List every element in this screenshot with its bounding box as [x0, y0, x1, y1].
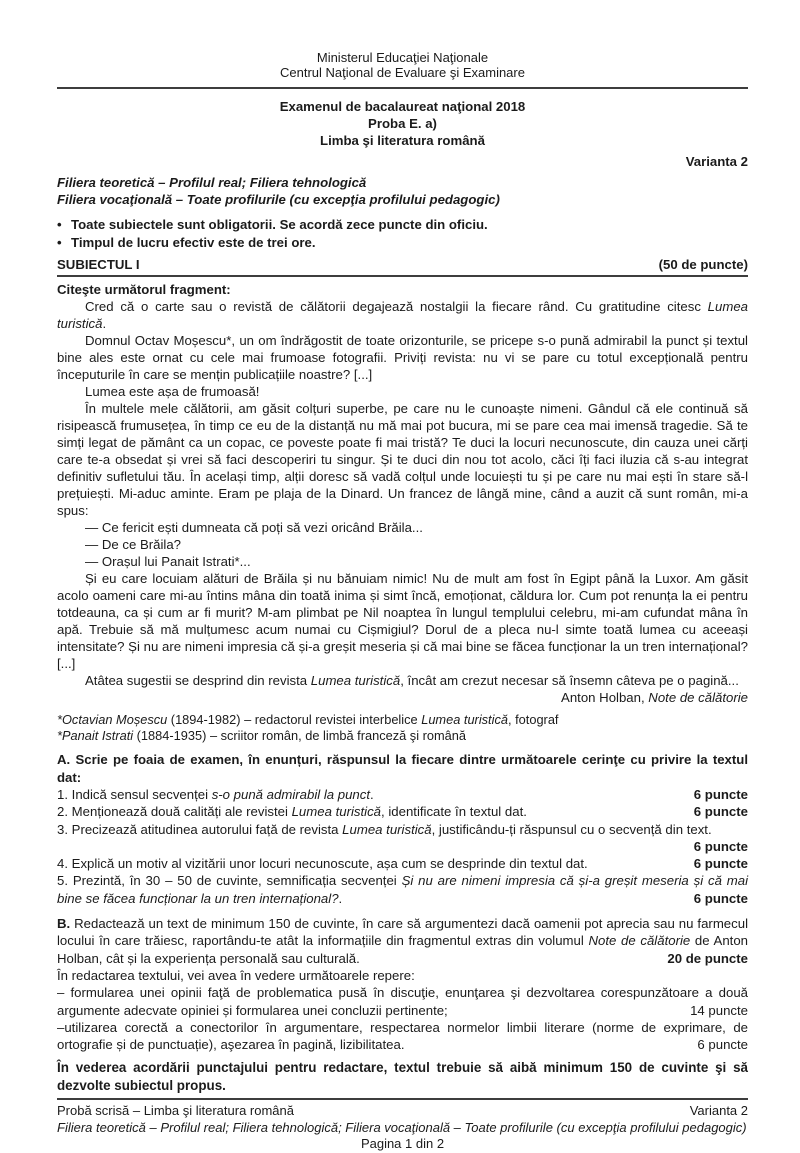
exam-title-block — [57, 98, 748, 149]
bullet-icon: • — [57, 234, 62, 250]
variant-label: Varianta 2 — [685, 154, 748, 169]
ministry-line2: Centrul Naţional de Evaluare şi Examinare — [280, 65, 525, 80]
reper-text: – formularea unei opinii faţă de problematica pusă în discuţie, enunţarea şi dezvoltarea corespunzătoare a două argumente adecvate opiniei și formularea unei concluzii pertinente; — [57, 985, 748, 1018]
exam-proba: Proba E. a) — [368, 116, 437, 131]
filiera-line1: Filiera teoretică – Profilul real; Filiera tehnologică — [57, 175, 367, 190]
task-text: B. Redactează un text de minimum 150 de cuvinte, în care să argumentezi dacă oamenii pot aprecia sau nu farmecul locului în care trăiesc, raportându-te atât la informațiile din fragmentul extras din volumul Note de călătorie de Anton Holban, cât și la experiența personală sau culturală. — [57, 916, 749, 966]
subject-heading-row — [57, 257, 748, 277]
task-text: 5. Prezintă, în 30 – 50 de cuvinte, semnificația secvenței Și nu are nimeni impresia că și-a greșit meseria și că mai bine se făcea funcționar la un tren internațional?. — [57, 873, 748, 906]
footer-row — [57, 1103, 748, 1120]
task-points: 6 puncte — [693, 838, 748, 854]
dialogue-line: — Orașul lui Panait Istrati*... — [85, 554, 251, 569]
dialogue-line: — Ce fericit ești dumneata că poți să vezi oricând Brăila... — [85, 520, 423, 535]
footer-left: Probă scrisă – Limba şi literatura română — [57, 1103, 294, 1119]
task-points: 6 puncte — [693, 890, 748, 906]
task-item-4 — [57, 855, 748, 872]
task-points: 6 puncte — [693, 787, 748, 802]
instruction-item — [57, 216, 748, 234]
filiera-block — [57, 174, 748, 208]
section-a-heading: A. Scrie pe foaia de examen, în enunțuri, răspunsul la fiecare dintre următoarele cerinţe cu privire la textul dat: — [57, 752, 748, 785]
exam-subject-name: Limba şi literatura română — [320, 133, 485, 148]
dialogue-line: — De ce Brăila? — [85, 537, 182, 552]
footnotes — [57, 712, 748, 743]
redactare-block — [57, 967, 748, 1053]
author-signature: Anton Holban, Note de călătorie — [561, 690, 748, 705]
fragment-paragraph-with-signature — [57, 672, 748, 706]
task-text: 4. Explică un motiv al vizitării unor locuri necunoscute, așa cum se desprinde din textul dat. — [57, 856, 588, 872]
task-points: 20 de puncte — [667, 950, 748, 966]
task-points: 6 puncte — [693, 804, 748, 820]
reper-points: 6 puncte — [697, 1037, 748, 1053]
task-text: 1. Indică sensul secvenței s-o pună admirabil la punct. — [57, 787, 374, 802]
footer-filiera: Filiera teoretică – Profilul real; Filiera tehnologică; Filiera vocaţională – Toate profilurile (cu excepţia profilului pedagogic) — [57, 1119, 747, 1135]
fragment-paragraph: În multele mele călătorii, am găsit colțuri superbe, pe care nu le cunoaște nimeni. Gândul că ele continuă să risipească frumusețea, în timp ce eu de la distanță nu mă mai pot bucura, mi se pare cea mai imensă tragedie. Să te simți legat de pământ ca un copac, ce poveste poate fi mai tristă? Te duci la locuri necunoscute, din cauza unei cărți care te-a obsedat și vrei să faci descoperiri tu singur. Și te duci din nou tot acolo, căci îți faci iluzia că s-au integrat definitiv sufletului tău. În același timp, alții doresc să vadă colțul unde locuiești tu și pe care nu mai ești în stare să-l prețuiești. Mi-aduc aminte. Eram pe plaja de la Dinard. Un francez de lângă mine, când a auzit că sunt român, mi-a spus: — [57, 401, 748, 518]
task-item-5 — [57, 872, 748, 907]
reper-points: 14 puncte — [690, 1002, 748, 1018]
exam-title: Examenul de bacalaureat naţional 2018 — [279, 99, 526, 114]
fragment-paragraph: Și eu care locuiam alături de Brăila și nu bănuiam nimic! Nu de mult am fost în Egipt până la Luxor. Am găsit acolo oameni care mi-au întins mâna din toată inima și simt încă, emoționat, căldura lor. Cum pot renunța la ei pentru totdeauna, ca și cum ar fi murit? M-am plimbat pe Nil noaptea în lungul templului celebru, mi-am cufundat mâna în apă. Trebuie să mă mulțumesc acum numai cu Cișmigiul? Dorul de a pleca nu-l simte toată lumea cu aceeași intensitate? Și nu are nimeni impresia că și-a greșit meseria și că mai bine se făcea funcționar la un tren internațional? [...] — [57, 571, 748, 671]
instruction-item — [57, 234, 748, 252]
reper-text: –utilizarea corectă a conectorilor în argumentare, respectarea normelor limbii literare (norme de exprimare, de ortografie și de punctuație), aşezarea în pagină, lizibilitatea. — [57, 1019, 748, 1053]
fragment-text — [57, 298, 748, 706]
task-text: 2. Menționează două calități ale revistei Lumea turistică, identificate în textul dat. — [57, 804, 527, 820]
footer-variant: Varianta 2 — [689, 1103, 748, 1119]
fragment-paragraph: Cred că o carte sau o revistă de călătorii degajează nostalgii la fiecare rând. Cu gratitudine citesc Lumea turistică. — [57, 299, 748, 331]
header-divider — [57, 87, 748, 89]
bullet-icon: • — [57, 217, 62, 232]
subject-points: (50 de puncte) — [658, 257, 748, 272]
task-item-2 — [57, 803, 748, 820]
fragment-intro: Citeşte următorul fragment: — [57, 282, 231, 297]
ministry-header — [57, 50, 748, 80]
fragment-paragraph: Domnul Octav Moșescu*, un om îndrăgostit de toate orizonturile, se pricepe s-o pună admirabil la punct și textul bine ales este ornat cu cele mai frumoase fotografii. Priviți revista: nu vi se pare cu totul excepțională pentru începuturile în care se mențin publicațiile noastre? [...] — [57, 333, 748, 382]
page-footer — [57, 1098, 748, 1153]
instructions-list — [57, 216, 748, 251]
filiera-line2: Filiera vocaţională – Toate profilurile (cu excepţia profilului pedagogic) — [57, 192, 500, 207]
footnote: *Panait Istrati (1884-1935) – scriitor român, de limbă franceză şi română — [57, 727, 466, 743]
footer-page-number: Pagina 1 din 2 — [360, 1136, 445, 1152]
ministry-line1: Ministerul Educaţiei Naţionale — [316, 50, 489, 65]
final-note: În vederea acordării punctajului pentru redactare, textul trebuie să aibă minimum 150 de cuvinte şi să dezvolte subiectul propus. — [57, 1060, 748, 1093]
reper-item-1 — [57, 984, 748, 1019]
section-b-task — [57, 915, 748, 967]
redactare-intro: În redactarea textului, vei avea în vedere următoarele repere: — [57, 967, 415, 983]
task-item-3 — [57, 821, 748, 856]
section-a-items — [57, 786, 748, 907]
footnote: *Octavian Moșescu (1894-1982) – redactorul revistei interbelice Lumea turistică, fotograf — [57, 712, 559, 727]
instruction-text: Toate subiectele sunt obligatorii. Se acordă zece puncte din oficiu. — [71, 217, 488, 232]
instruction-text: Timpul de lucru efectiv este de trei ore. — [71, 234, 316, 250]
fragment-paragraph: Lumea este așa de frumoasă! — [85, 384, 260, 399]
task-text: 3. Precizează atitudinea autorului față de revista Lumea turistică, justificându-ți răspunsul cu o secvență din text. — [57, 821, 712, 837]
fragment-paragraph: Atâtea sugestii se desprind din revista Lumea turistică, încât am crezut necesar să însemn câteva pe o pagină... — [85, 673, 739, 688]
task-item-1 — [57, 786, 748, 803]
task-points: 6 puncte — [693, 856, 748, 872]
reper-item-2 — [57, 1019, 748, 1054]
subject-label: SUBIECTUL I — [57, 257, 140, 272]
